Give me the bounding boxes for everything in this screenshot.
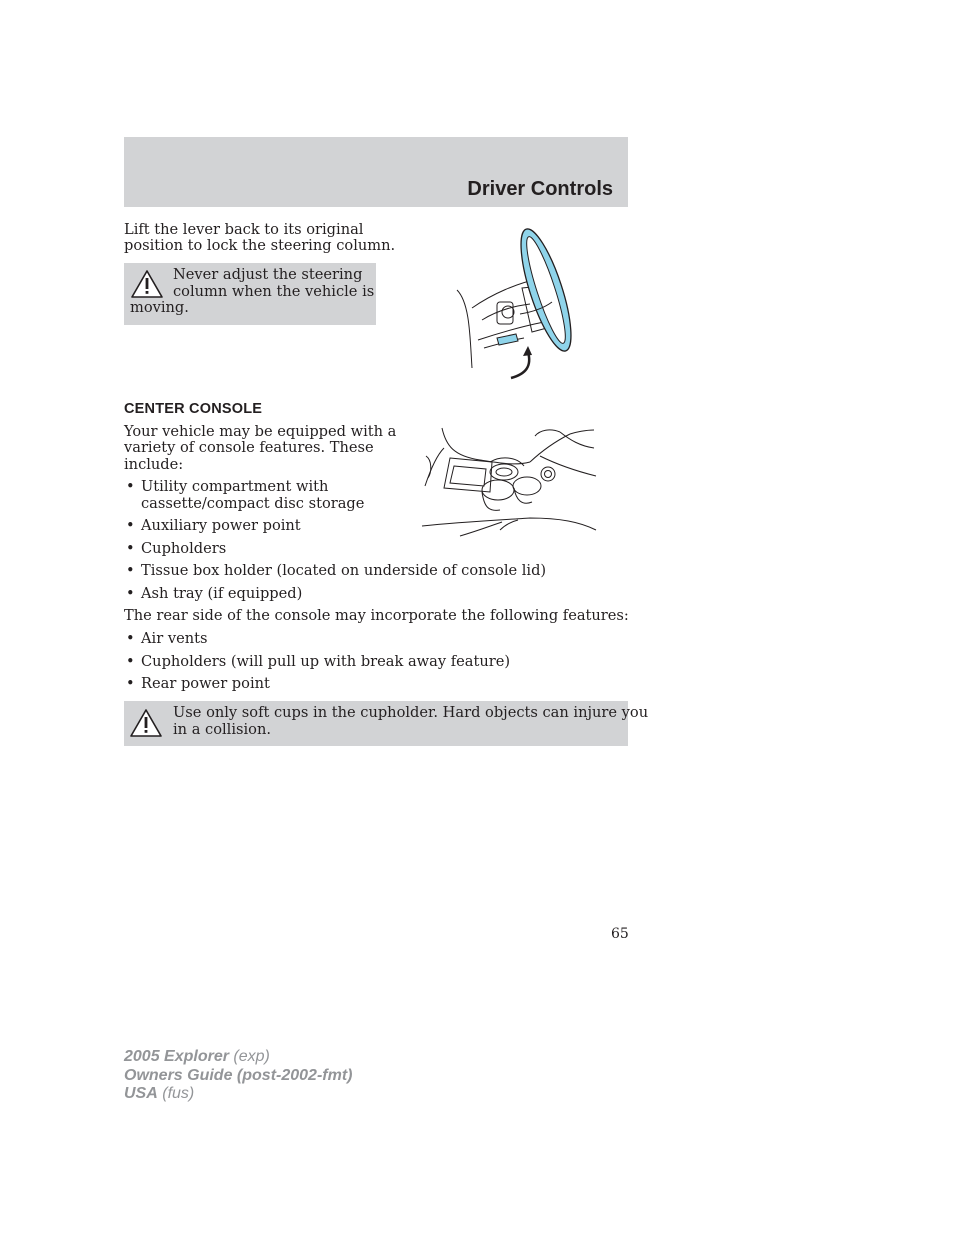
footer-line-3 <box>124 1085 352 1104</box>
center-console-heading: CENTER CONSOLE <box>124 401 263 417</box>
bullet-marker: • <box>126 585 135 602</box>
bullet-marker: • <box>126 562 135 579</box>
warning-triangle-icon <box>130 269 164 299</box>
feature-text: Rear power point <box>141 675 270 692</box>
footer-line-1 <box>124 1048 352 1067</box>
footer-model-code: (exp) <box>233 1048 270 1065</box>
feature-text: Air vents <box>141 630 208 647</box>
page-number: 65 <box>611 926 629 942</box>
warning-box-cupholder <box>124 701 649 746</box>
intro-line-1: Lift the lever back to its original <box>124 221 364 238</box>
footer-guide-title: Owners Guide (post-2002-fmt) <box>124 1066 353 1084</box>
warning-box-steering <box>124 263 376 325</box>
console-intro-line-3: include: <box>124 456 184 473</box>
header-band <box>124 137 628 207</box>
center-console-illustration <box>420 426 600 546</box>
feature-text: Ash tray (if equipped) <box>141 585 303 602</box>
warning-line-2: column when the vehicle is <box>173 283 375 300</box>
warning-triangle-icon <box>129 708 163 738</box>
document-footer <box>124 1048 352 1104</box>
warning-line-2: in a collision. <box>173 721 271 738</box>
intro-line-2: position to lock the steering column. <box>124 237 396 254</box>
bullet-marker: • <box>126 517 135 534</box>
rear-console-intro: The rear side of the console may incorporate the following features: <box>124 607 629 624</box>
feature-text: Auxiliary power point <box>141 517 301 534</box>
bullet-marker: • <box>126 630 135 647</box>
warning-line-1: Use only soft cups in the cupholder. Hard objects can injure you <box>173 704 649 721</box>
feature-text: Cupholders <box>141 540 227 557</box>
bullet-marker: • <box>126 478 135 495</box>
feature-text: Tissue box holder (located on underside of console lid) <box>141 562 547 579</box>
bullet-marker: • <box>126 653 135 670</box>
warning-line-3: moving. <box>130 299 189 316</box>
console-intro-line-2: variety of console features. These <box>124 439 374 456</box>
footer-market: USA <box>124 1085 158 1102</box>
bullet-marker: • <box>126 540 135 557</box>
footer-market-code: (fus) <box>162 1085 195 1102</box>
feature-text: Utility compartment with <box>141 478 329 495</box>
warning-line-1: Never adjust the steering <box>173 266 363 283</box>
footer-model: 2005 Explorer <box>124 1048 229 1065</box>
feature-text: Cupholders (will pull up with break away feature) <box>141 653 511 670</box>
feature-text-continued: cassette/compact disc storage <box>141 495 365 512</box>
section-title: Driver Controls <box>467 178 613 200</box>
console-intro-line-1: Your vehicle may be equipped with a <box>124 423 397 440</box>
steering-column-illustration <box>452 228 602 388</box>
bullet-marker: • <box>126 675 135 692</box>
